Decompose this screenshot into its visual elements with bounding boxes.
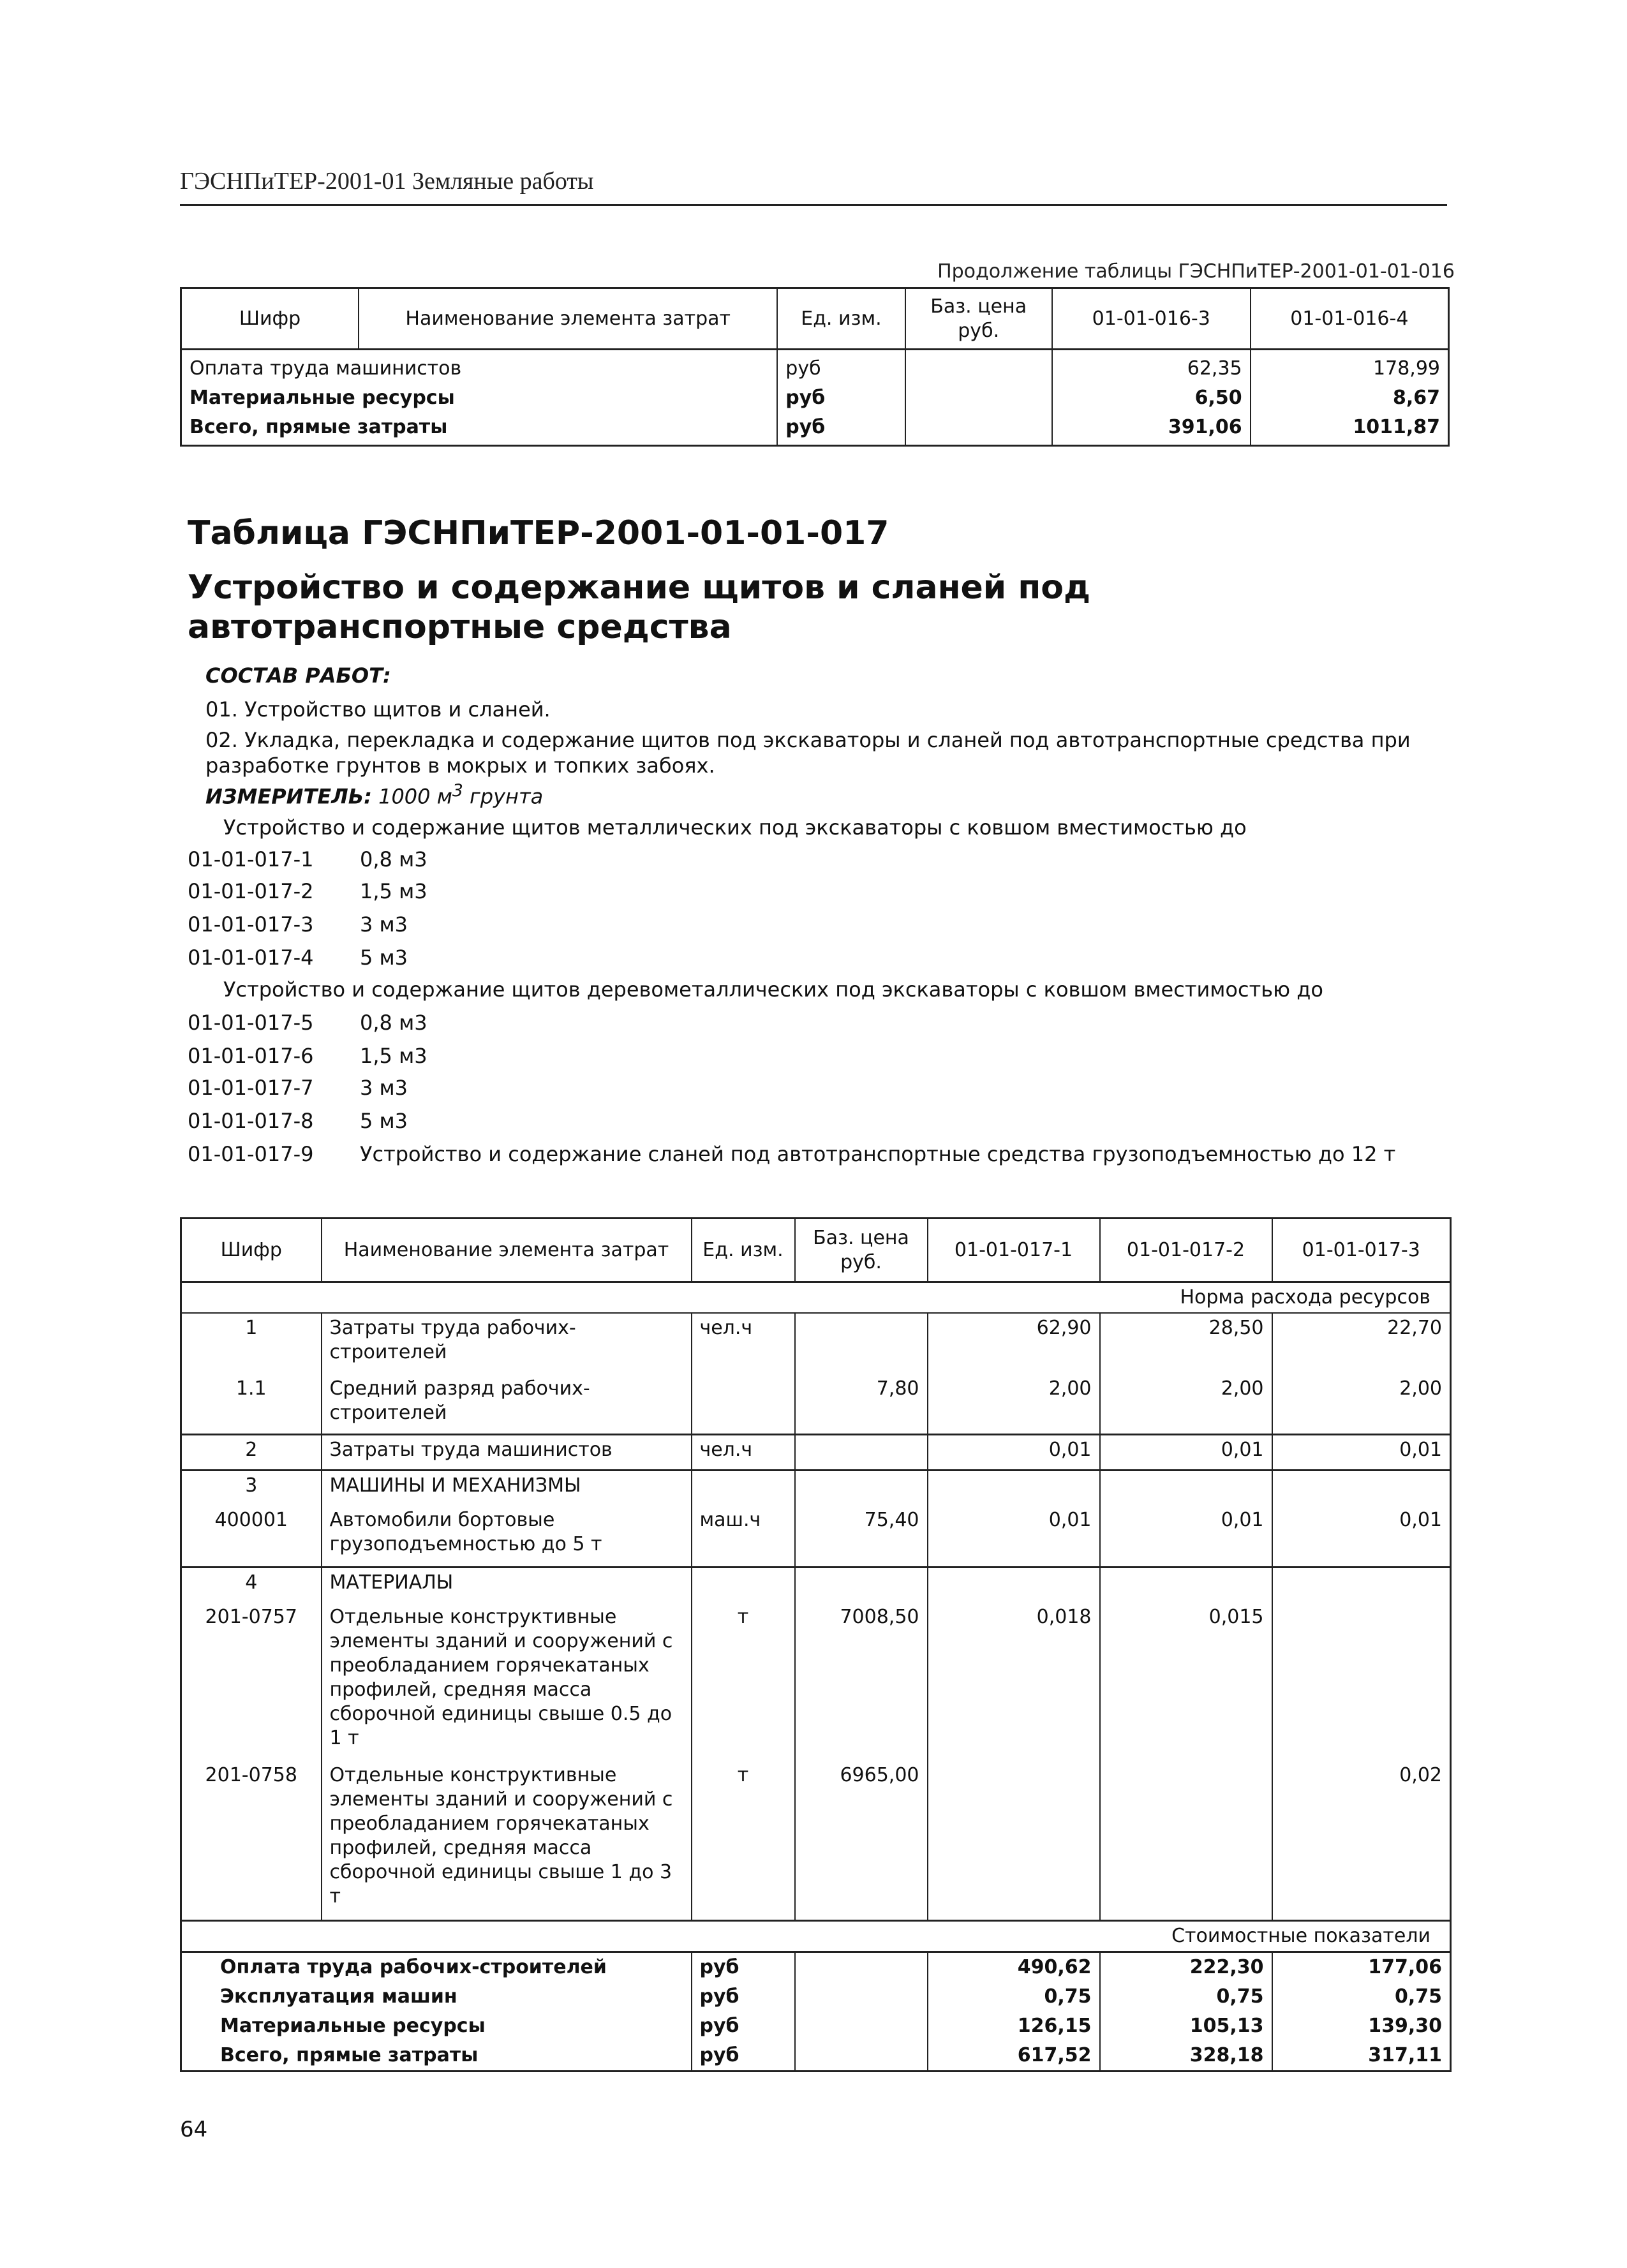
code-desc: 5 м3 [360,945,408,970]
row-value-017-1: 62,90 [928,1313,1100,1374]
row-price [795,1313,928,1374]
cost-price-empty [795,2012,928,2041]
row-value-016-3: 62,35 [1052,350,1251,384]
cost-unit: руб [692,2041,795,2072]
code-desc: 1,5 м3 [360,879,427,903]
group-heading-woodmetal: Устройство и содержание щитов деревометаллических под экскаваторы с ковшом вместимостью до [223,977,1323,1002]
cost-value-017-1: 126,15 [928,2012,1100,2041]
row-unit: т [692,1603,795,1761]
row-value-017-3: 22,70 [1272,1313,1451,1374]
row-code: 1 [181,1313,322,1374]
section-title: Устройство и содержание щитов и сланей под автотранспортные средства [188,568,1090,646]
continuation-caption: Продолжение таблицы ГЭСНПиТЕР-2001-01-01-016 [937,260,1455,283]
cost-heading-row [181,1920,1451,1952]
row-code: 201-0758 [181,1761,322,1920]
measure-sup: 3 [452,781,463,801]
row-value-017-1 [928,1567,1100,1603]
row-unit: чел.ч [692,1313,795,1374]
row-name: Материальные ресурсы [181,383,778,413]
row-price [795,1470,928,1506]
cost-value-017-3: 317,11 [1272,2041,1451,2072]
row-code: 201-0757 [181,1603,322,1761]
row-value-017-2: 28,50 [1100,1313,1272,1374]
norm-heading-row [181,1282,1451,1314]
code-row [188,1044,427,1068]
measure-label: ИЗМЕРИТЕЛЬ: [205,784,372,809]
row-unit: чел.ч [692,1434,795,1470]
table-row [181,350,1449,384]
cost-price-empty [795,1982,928,2012]
row-price: 7008,50 [795,1603,928,1761]
row-value-016-4: 8,67 [1251,383,1449,413]
row-code: 4 [181,1567,322,1603]
code: 01-01-017-9 [188,1142,314,1166]
row-price [905,383,1052,413]
cost-value-017-3: 139,30 [1272,2012,1451,2041]
row-price [905,350,1052,384]
cost-value-017-1: 0,75 [928,1982,1100,2012]
code-row [188,879,427,903]
row-value-017-3: 0,02 [1272,1761,1451,1920]
row-value-017-3: 0,01 [1272,1506,1451,1567]
table-row [181,1374,1451,1434]
code-desc: 3 м3 [360,912,408,937]
row-value-016-4: 178,99 [1251,350,1449,384]
code-row [188,912,408,937]
col-header-name: Наименование элемента затрат [359,288,777,350]
cost-row [181,1982,1451,2012]
code: 01-01-017-8 [188,1109,314,1133]
table-row [181,1470,1451,1506]
table-row [181,1313,1451,1374]
col-header-code: Шифр [181,288,359,350]
cost-name: Эксплуатация машин [181,1982,692,2012]
code: 01-01-017-7 [188,1076,314,1100]
cost-unit: руб [692,1952,795,1982]
code-desc: 0,8 м3 [360,1011,427,1035]
row-name: Всего, прямые затраты [181,413,778,446]
row-price [905,413,1052,446]
row-price: 75,40 [795,1506,928,1567]
row-name: Оплата труда машинистов [181,350,778,384]
code-row [188,1109,408,1133]
row-unit [692,1470,795,1506]
row-value-017-2 [1100,1567,1272,1603]
group-heading-metal: Устройство и содержание щитов металлических под экскаваторы с ковшом вместимостью до [223,815,1247,840]
cost-price-empty [795,1952,928,1982]
row-code: 3 [181,1470,322,1506]
row-value-017-2 [1100,1761,1272,1920]
table-row [181,1567,1451,1603]
code-row [188,847,427,871]
col-header-code: Шифр [181,1219,322,1282]
norm-label: Норма расхода ресурсов [181,1282,1451,1314]
row-unit: т [692,1761,795,1920]
cost-name: Всего, прямые затраты [181,2041,692,2072]
row-unit [692,1567,795,1603]
row-price [795,1567,928,1603]
row-name: Средний разряд рабочих-строителей [322,1374,692,1434]
code-desc: 1,5 м3 [360,1044,427,1068]
row-unit: руб [777,413,905,446]
code-row [188,945,408,970]
code-desc: 5 м3 [360,1109,408,1133]
row-unit: руб [777,350,905,384]
col-header-017-1: 01-01-017-1 [928,1219,1100,1282]
cost-label: Стоимостные показатели [181,1920,1451,1952]
row-value-017-3 [1272,1470,1451,1506]
row-value-017-1 [928,1470,1100,1506]
cost-row [181,2012,1451,2041]
table-title: Таблица ГЭСНПиТЕР-2001-01-01-017 [188,514,889,552]
cost-unit: руб [692,1982,795,2012]
cost-row [181,2041,1451,2072]
row-name: МАТЕРИАЛЫ [322,1567,692,1603]
page-number: 64 [180,2117,208,2142]
row-value-017-2: 0,01 [1100,1506,1272,1567]
col-header-unit: Ед. изм. [692,1219,795,1282]
row-value-017-3 [1272,1603,1451,1761]
row-code: 1.1 [181,1374,322,1434]
cost-value-017-1: 490,62 [928,1952,1100,1982]
cost-value-017-2: 222,30 [1100,1952,1272,1982]
table-016-continuation [180,287,1450,447]
row-name: Отдельные конструктивные элементы зданий и сооружений с преобладанием горячекатаных профилей, средняя масса сборочной единицы свыше 0.5 до 1 т [322,1603,692,1761]
col-header-016-4: 01-01-016-4 [1251,288,1449,350]
col-header-017-2: 01-01-017-2 [1100,1219,1272,1282]
col-header-price: Баз. цена руб. [905,288,1052,350]
row-value-017-3: 2,00 [1272,1374,1451,1434]
code: 01-01-017-5 [188,1011,314,1035]
row-value-017-2 [1100,1470,1272,1506]
table-row [181,1761,1451,1920]
table-row [181,1506,1451,1567]
row-value-017-2: 0,015 [1100,1603,1272,1761]
measure-unit [205,781,543,809]
work-item: 01. Устройство щитов и сланей. [205,697,551,722]
table-row [181,1603,1451,1761]
row-price [795,1434,928,1470]
row-value-017-1: 0,018 [928,1603,1100,1761]
row-name: Автомобили бортовые грузоподъемностью до 5 т [322,1506,692,1567]
cost-row [181,1952,1451,1982]
cost-name: Оплата труда рабочих-строителей [181,1952,692,1982]
row-unit: маш.ч [692,1506,795,1567]
row-price: 7,80 [795,1374,928,1434]
composition-label: СОСТАВ РАБОТ: [205,663,391,688]
code-desc: Устройство и содержание сланей под автотранспортные средства грузоподъемностью до 12 т [360,1142,1396,1166]
cost-value-017-2: 0,75 [1100,1982,1272,2012]
row-value-017-3 [1272,1567,1451,1603]
code-desc: 0,8 м3 [360,847,427,871]
cost-value-017-1: 617,52 [928,2041,1100,2072]
row-code: 2 [181,1434,322,1470]
row-value-017-1 [928,1761,1100,1920]
header-rule [180,204,1447,206]
row-value-017-1: 0,01 [928,1506,1100,1567]
cost-unit: руб [692,2012,795,2041]
row-name: МАШИНЫ И МЕХАНИЗМЫ [322,1470,692,1506]
row-value-017-2: 2,00 [1100,1374,1272,1434]
code-row [188,1076,408,1100]
code: 01-01-017-6 [188,1044,314,1068]
col-header-017-3: 01-01-017-3 [1272,1219,1451,1282]
code: 01-01-017-2 [188,879,314,903]
cost-value-017-2: 328,18 [1100,2041,1272,2072]
cost-price-empty [795,2041,928,2072]
table-row [181,1434,1451,1470]
table-row [181,383,1449,413]
cost-value-017-2: 105,13 [1100,2012,1272,2041]
row-value-017-2: 0,01 [1100,1434,1272,1470]
table-row [181,413,1449,446]
col-header-name: Наименование элемента затрат [322,1219,692,1282]
row-value-016-4: 1011,87 [1251,413,1449,446]
code-row [188,1142,1395,1166]
col-header-unit: Ед. изм. [777,288,905,350]
row-value-016-3: 391,06 [1052,413,1251,446]
code: 01-01-017-4 [188,945,314,970]
code-row [188,1011,427,1035]
running-header: ГЭСНПиТЕР-2001-01 Земляные работы [180,168,594,195]
col-header-price: Баз. цена руб. [795,1219,928,1282]
row-value-017-1: 2,00 [928,1374,1100,1434]
col-header-016-3: 01-01-016-3 [1052,288,1251,350]
row-code: 400001 [181,1506,322,1567]
work-item: 02. Укладка, перекладка и содержание щитов под экскаваторы и сланей под автотранспортные средства при разработке грунтов в мокрых и топких забоях. [205,728,1411,778]
cost-name: Материальные ресурсы [181,2012,692,2041]
code: 01-01-017-1 [188,847,314,871]
row-unit [692,1374,795,1434]
cost-value-017-3: 177,06 [1272,1952,1451,1982]
measure-tail: грунта [463,784,544,809]
code-desc: 3 м3 [360,1076,408,1100]
row-value-017-3: 0,01 [1272,1434,1451,1470]
code: 01-01-017-3 [188,912,314,937]
cost-value-017-3: 0,75 [1272,1982,1451,2012]
row-price: 6965,00 [795,1761,928,1920]
measure-value: 1000 м [378,784,452,809]
row-value-017-1: 0,01 [928,1434,1100,1470]
row-value-016-3: 6,50 [1052,383,1251,413]
table-017-resources [180,1217,1452,2072]
row-name: Отдельные конструктивные элементы зданий и сооружений с преобладанием горячекатаных профилей, средняя масса сборочной единицы свыше 1 до 3 т [322,1761,692,1920]
row-unit: руб [777,383,905,413]
row-name: Затраты труда машинистов [322,1434,692,1470]
row-name: Затраты труда рабочих-строителей [322,1313,692,1374]
